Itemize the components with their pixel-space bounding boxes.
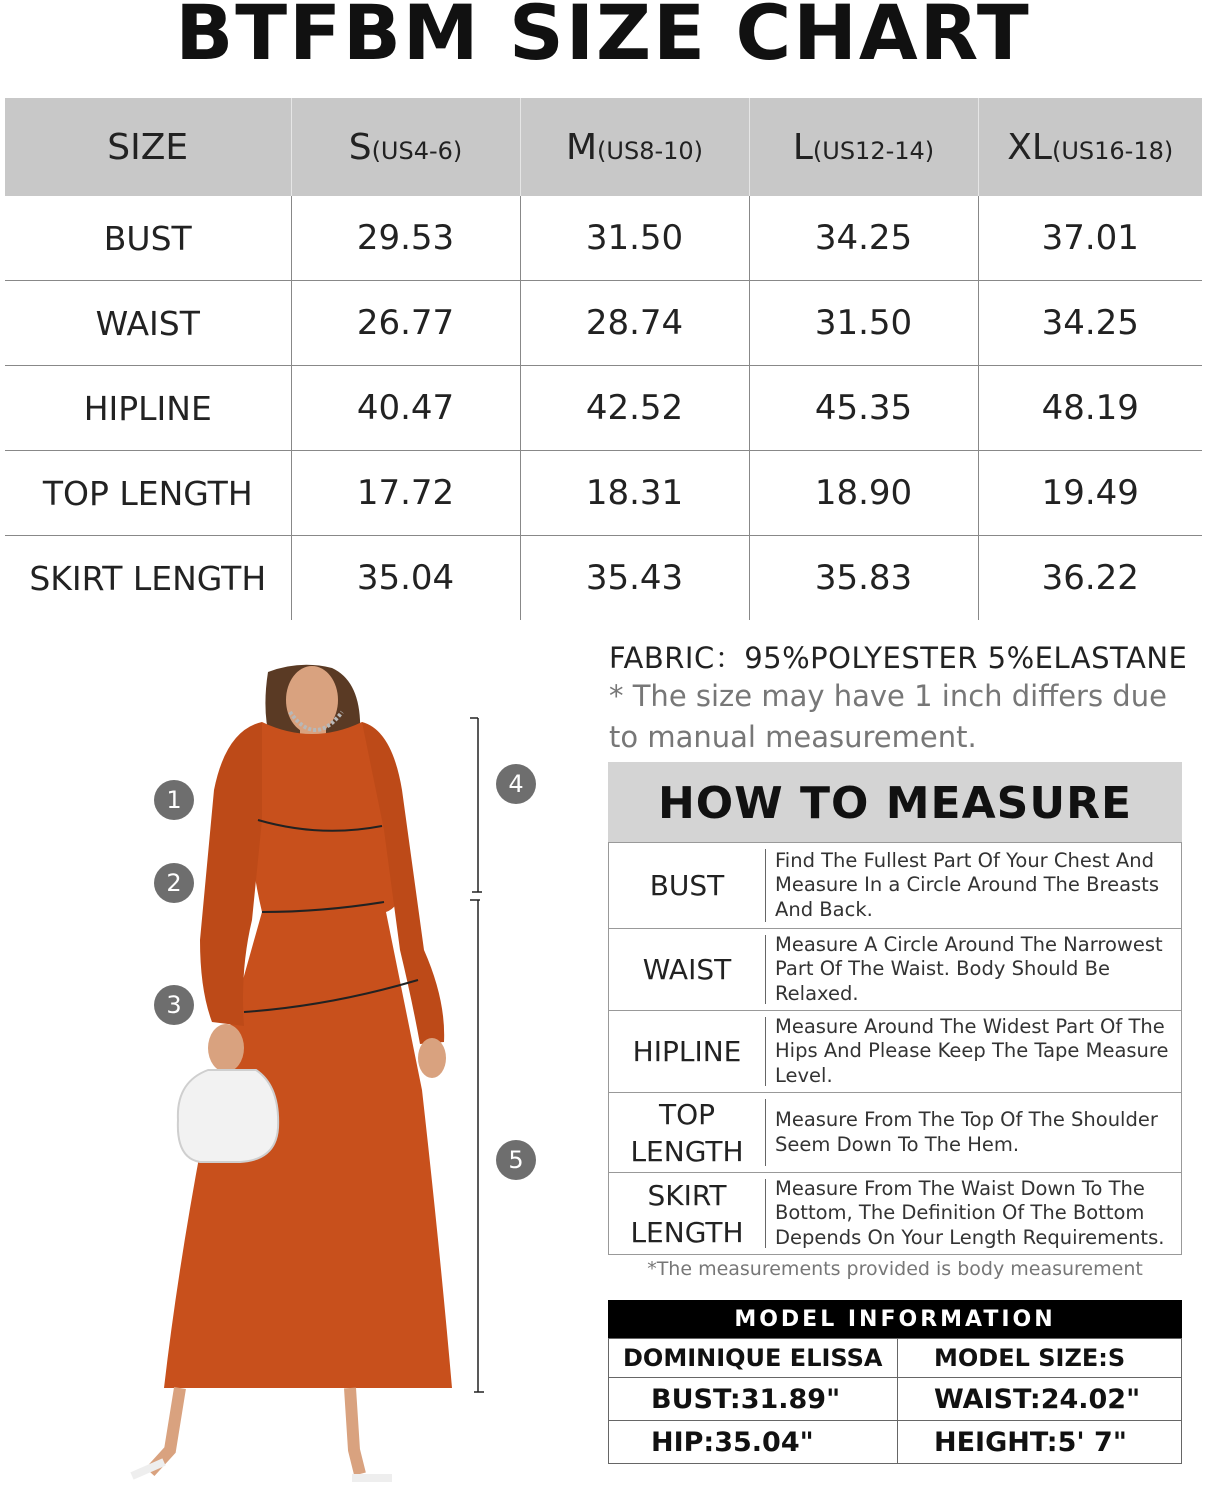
measure-description: Measure From The Top Of The Shoulder Seem Down To The Hem. <box>765 1093 1182 1173</box>
table-row <box>609 929 1182 1011</box>
left-leg-shape <box>150 1388 180 1472</box>
chart-title: BTFBM SIZE CHART <box>175 0 1031 77</box>
table-cell: 35.83 <box>749 536 978 621</box>
measure-description: Find The Fullest Part Of Your Chest And Measure In a Circle Around The Breasts And Back. <box>765 843 1182 929</box>
table-cell: 19.49 <box>978 451 1202 536</box>
size-table <box>5 98 1202 620</box>
table-cell: 31.50 <box>520 196 749 281</box>
table-row <box>609 1421 1182 1464</box>
left-hand-shape <box>208 1024 244 1072</box>
face-shape <box>286 666 338 734</box>
marker-5: 5 <box>496 1140 536 1180</box>
table-row <box>609 1339 1182 1378</box>
table-cell: 29.53 <box>291 196 520 281</box>
row-label: BUST <box>5 196 291 281</box>
table-cell: 35.43 <box>520 536 749 621</box>
measurement-footnote: *The measurements provided is body measurement <box>647 1258 1143 1280</box>
model-height: HEIGHT:5' 7" <box>898 1421 1182 1464</box>
table-cell: 48.19 <box>978 366 1202 451</box>
model-name: DOMINIQUE ELISSA <box>609 1339 898 1378</box>
size-header-m: M(US8-10) <box>520 98 749 196</box>
table-row <box>5 196 1202 281</box>
row-label: HIPLINE <box>5 366 291 451</box>
marker-1: 1 <box>154 780 194 820</box>
how-to-measure-table <box>608 842 1182 1255</box>
model-hip: HIP:35.04" <box>609 1421 898 1464</box>
table-cell: 34.25 <box>749 196 978 281</box>
measure-description: Measure A Circle Around The Narrowest Part Of The Waist. Body Should Be Relaxed. <box>765 929 1182 1011</box>
table-cell: 37.01 <box>978 196 1202 281</box>
marker-4: 4 <box>496 764 536 804</box>
size-header-l: L(US12-14) <box>749 98 978 196</box>
table-row <box>5 281 1202 366</box>
size-header-s: S(US4-6) <box>291 98 520 196</box>
size-header-xl: XL(US16-18) <box>978 98 1202 196</box>
bag-shape <box>178 1070 278 1162</box>
marker-2: 2 <box>154 863 194 903</box>
table-cell: 35.04 <box>291 536 520 621</box>
fabric-info: FABRIC：95%POLYESTER 5%ELASTANE <box>609 641 1188 675</box>
measure-label: SKIRT LENGTH <box>609 1173 766 1255</box>
how-to-measure-title: HOW TO MEASURE <box>608 762 1182 842</box>
measure-label: TOP LENGTH <box>609 1093 766 1173</box>
table-cell: 18.31 <box>520 451 749 536</box>
table-cell: 45.35 <box>749 366 978 451</box>
model-bust: BUST:31.89" <box>609 1378 898 1421</box>
size-note: * The size may have 1 inch differs due to manual measurement. <box>609 679 1167 754</box>
table-row <box>5 451 1202 536</box>
measure-description: Measure From The Waist Down To The Bottom, The Definition Of The Bottom Depends On Your Length Requirements. <box>765 1173 1182 1255</box>
table-row <box>609 1011 1182 1093</box>
table-row <box>5 366 1202 451</box>
measure-label: HIPLINE <box>609 1011 766 1093</box>
table-cell: 28.74 <box>520 281 749 366</box>
table-cell: 34.25 <box>978 281 1202 366</box>
table-cell: 40.47 <box>291 366 520 451</box>
table-cell: 18.90 <box>749 451 978 536</box>
model-info-table <box>608 1338 1182 1464</box>
table-row <box>5 536 1202 621</box>
table-cell: 31.50 <box>749 281 978 366</box>
table-row <box>609 1378 1182 1421</box>
table-cell: 17.72 <box>291 451 520 536</box>
right-leg-shape <box>350 1388 360 1474</box>
row-label: WAIST <box>5 281 291 366</box>
dress-shape <box>164 722 452 1388</box>
model-info-title: MODEL INFORMATION <box>608 1300 1182 1338</box>
size-table-header <box>5 98 1202 196</box>
model-figure <box>0 650 600 1500</box>
marker-3: 3 <box>154 985 194 1025</box>
measure-label: BUST <box>609 843 766 929</box>
model-size: MODEL SIZE:S <box>898 1339 1182 1378</box>
table-cell: 42.52 <box>520 366 749 451</box>
table-row <box>609 1173 1182 1255</box>
table-cell: 26.77 <box>291 281 520 366</box>
measure-description: Measure Around The Widest Part Of The Hips And Please Keep The Tape Measure Level. <box>765 1011 1182 1093</box>
table-row <box>609 1093 1182 1173</box>
table-row <box>609 843 1182 929</box>
size-header-label: SIZE <box>5 98 291 196</box>
row-label: SKIRT LENGTH <box>5 536 291 621</box>
model-waist: WAIST:24.02" <box>898 1378 1182 1421</box>
table-cell: 36.22 <box>1041 558 1139 598</box>
right-hand-shape <box>418 1038 446 1078</box>
measure-label: WAIST <box>609 929 766 1011</box>
row-label: TOP LENGTH <box>5 451 291 536</box>
